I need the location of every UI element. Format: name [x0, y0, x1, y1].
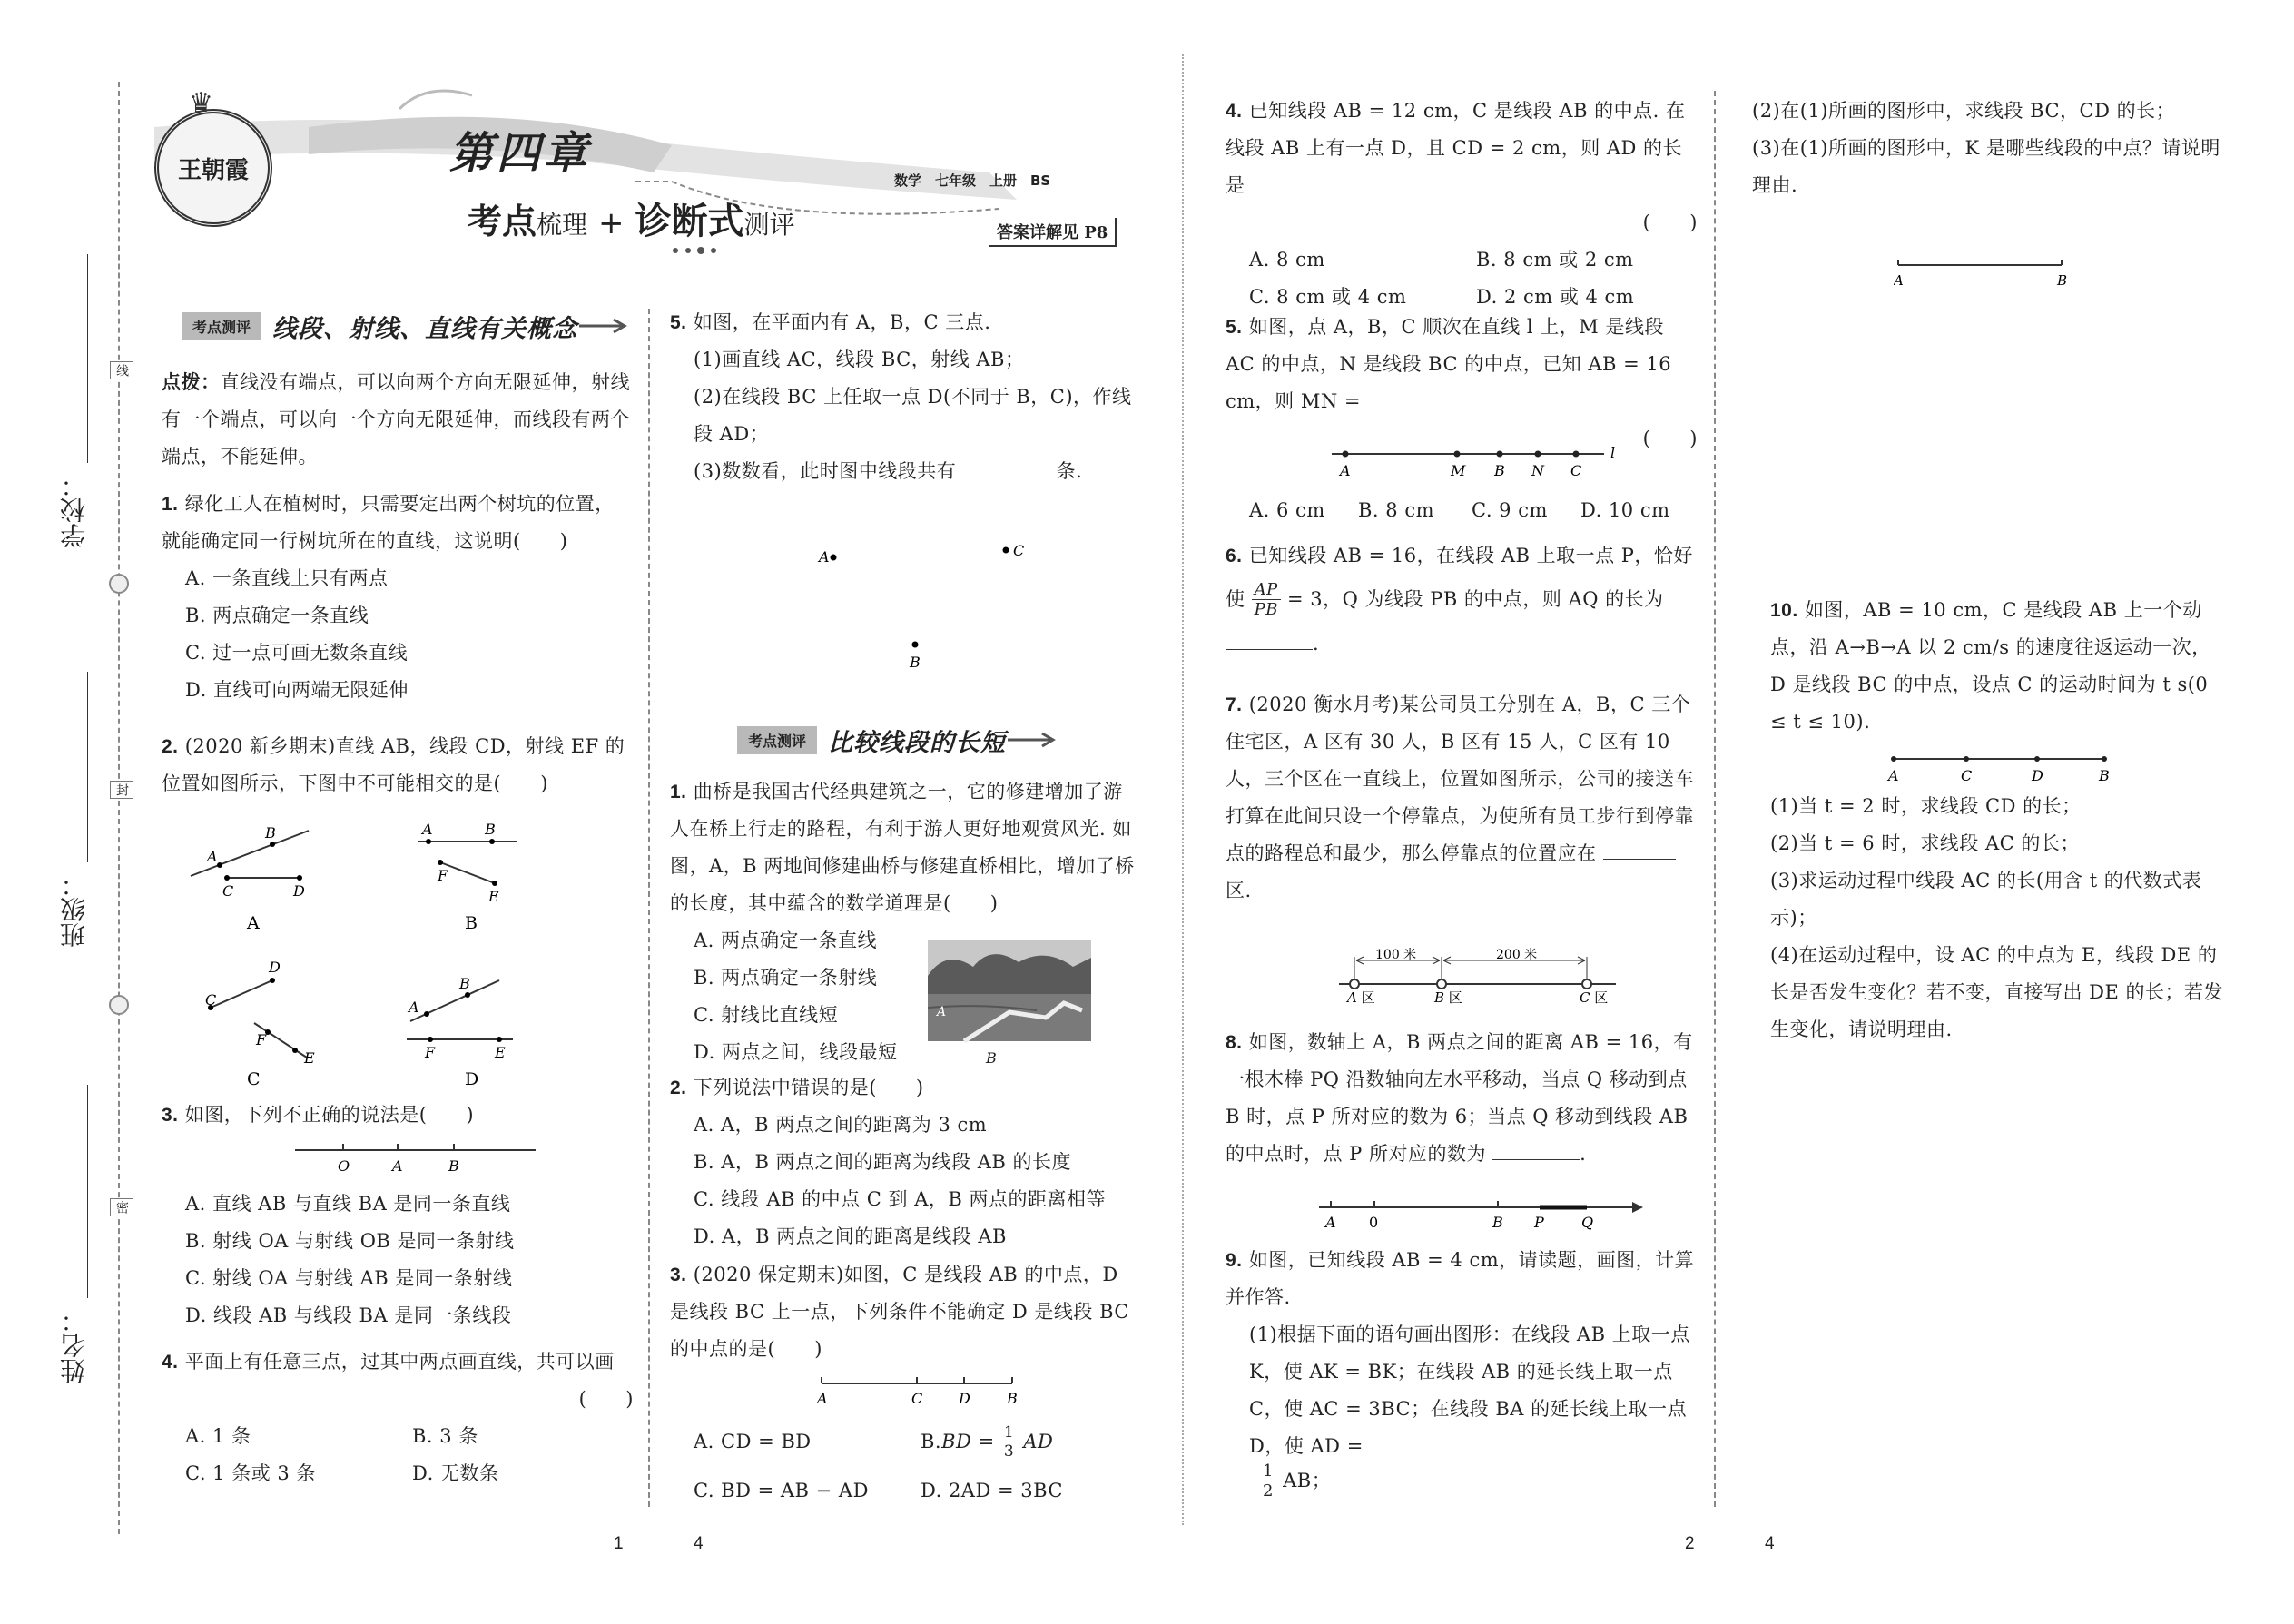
p-question-10 — [1770, 592, 2224, 741]
class-field — [87, 672, 88, 862]
p3-option-c[interactable]: C. BD = AB − AD — [694, 1480, 869, 1501]
q2-figures — [182, 812, 545, 1089]
svg-text:B: B — [1494, 462, 1505, 479]
p9-step1-end — [1260, 1462, 1331, 1501]
svg-text:A: A — [409, 999, 419, 1016]
p10-figure — [1883, 750, 2119, 790]
svg-text:C: C — [1013, 542, 1025, 559]
frac-half-top: 1 — [1260, 1462, 1276, 1481]
q1-option-c[interactable]: C. 过一点可画无数条直线 — [185, 642, 409, 664]
svg-text:A: A — [819, 548, 830, 566]
q4-paren: ( ) — [578, 1388, 634, 1410]
q4-stem: 平面上有任意三点，过其中两点画直线，共可以画 — [184, 1351, 615, 1373]
p6-frac-top: AP — [1252, 580, 1281, 600]
p8-number: 8. — [1226, 1032, 1243, 1053]
q2-stem: (2020 新乡期末)直线 AB，线段 CD，射线 EF 的位置如图所示，下图中不可能相交的是( ) — [162, 735, 625, 794]
subtitle-kaodian: 考点 — [468, 202, 537, 241]
p-question-7 — [1226, 686, 1698, 910]
p-question-3 — [670, 1256, 1142, 1368]
subtitle-shuli: 梳理 — [537, 210, 588, 240]
p1-option-a[interactable]: A. 两点确定一条直线 — [694, 930, 878, 951]
name-label: 姓名： — [59, 1307, 89, 1383]
p8-stem: 如图，数轴上 A，B 两点之间的距离 AB = 16，有一根木棒 PQ 沿数轴向左水平移动，当点 Q 移动到点 B 时，点 P 所对应的数为 6；当点 Q 移动到线段 AB 的中点时，点 P 所对应的数为 — [1226, 1031, 1693, 1165]
binding-hole-2 — [109, 995, 129, 1015]
page-number-left-b: 4 — [694, 1534, 704, 1553]
svg-text:B: B — [2057, 272, 2068, 289]
q4-option-c[interactable]: C. 1 条或 3 条 — [185, 1462, 316, 1484]
p-question-4 — [1226, 93, 1698, 316]
svg-text:B: B — [986, 1049, 997, 1067]
column-divider-1 — [648, 309, 650, 1507]
section1-tag: 考点测评 — [182, 312, 261, 340]
frac-half-bottom: 2 — [1263, 1481, 1274, 1501]
question-2 — [162, 728, 634, 802]
p4-option-b[interactable]: B. 8 cm 或 2 cm — [1476, 249, 1634, 271]
q2-label-c[interactable]: C — [247, 1069, 261, 1089]
section2-tag: 考点测评 — [737, 726, 817, 754]
p5-options — [1249, 492, 1703, 529]
svg-text:Q: Q — [1581, 1214, 1594, 1231]
p6-frac-bottom: PB — [1254, 599, 1278, 619]
q2-number: 2. — [162, 736, 179, 757]
p9-stem: 如图，已知线段 AB = 4 cm，请读题，画图，计算并作答. — [1226, 1249, 1695, 1308]
p9-step1-tail: AB； — [1283, 1470, 1332, 1491]
svg-text:E: E — [495, 1044, 506, 1061]
svg-text:C: C — [222, 882, 234, 900]
svg-text:A: A — [1894, 272, 1904, 289]
arrow-icon — [1006, 731, 1060, 749]
q3-option-d[interactable]: D. 线段 AB 与线段 BA 是同一条线段 — [185, 1304, 512, 1326]
q5-stem: 如图，在平面内有 A，B，C 三点. — [693, 311, 991, 333]
svg-text:B: B — [485, 821, 496, 838]
seal-mark-line: 线 — [110, 361, 133, 379]
p10-number: 10. — [1770, 600, 1798, 621]
bridge-photo — [928, 940, 1091, 1085]
p6-stem-2b: = 3，Q 为线段 PB 的中点，则 AQ 的长为 — [1287, 587, 1664, 610]
q4-number: 4. — [162, 1352, 179, 1373]
p7-number: 7. — [1226, 694, 1243, 715]
section1-header — [182, 308, 632, 344]
p-question-8: 8. 如图，数轴上 A，B 两点之间的距离 AB = 16，有一根木棒 PQ 沿数轴向左水平移动，当点 Q 移动到点 B 时，点 P 所对应的数为 6；当点 Q 移动到线段 AB 的中点时，点 P 所对应的数为 . — [1226, 1031, 1693, 1165]
p2-option-d[interactable]: D. A，B 两点之间的距离是线段 AB — [694, 1225, 1007, 1247]
p4-stem: 已知线段 AB = 12 cm，C 是线段 AB 的中点. 在线段 AB 上有一点 D，且 CD = 2 cm，则 AD 的长是 — [1226, 100, 1686, 196]
tip-block — [162, 363, 634, 476]
p6-stem: 已知线段 AB = 16，在线段 AB 上取一点 P，恰好 — [1248, 545, 1693, 566]
svg-text:B 区: B 区 — [1434, 989, 1462, 1004]
q4-option-b[interactable]: B. 3 条 — [412, 1425, 478, 1447]
arrow-icon — [577, 317, 632, 335]
p10-step4: (4)在运动过程中，设 AC 的中点为 E，线段 DE 的长是否发生变化？若不变，直接写出 DE 的长；若发生变化，请说明理由. — [1770, 944, 2224, 1040]
p3-number: 3. — [670, 1265, 687, 1285]
p9-step2: (2)在(1)所画的图形中，求线段 BC，CD 的长； — [1752, 100, 2176, 122]
p2-option-a[interactable]: A. A，B 两点之间的距离为 3 cm — [694, 1114, 988, 1136]
p10-step1: (1)当 t = 2 时，求线段 CD 的长； — [1770, 795, 2082, 817]
p1-stem: 曲桥是我国古代经典建筑之一，它的修建增加了游人在桥上行走的路程，有利于游人更好地观赏风光. 如图，A，B 两地间修建曲桥与修建直桥相比，增加了桥的长度，其中蕴含的数学道理是( ) — [670, 781, 1135, 914]
q2-label-d[interactable]: D — [465, 1069, 479, 1089]
p1-option-b[interactable]: B. 两点确定一条射线 — [694, 967, 878, 989]
p2-number: 2. — [670, 1078, 687, 1098]
p-question-2 — [670, 1069, 1160, 1255]
chapter-title: 第四章 — [449, 128, 592, 179]
p1-option-c[interactable]: C. 射线比直线短 — [694, 1004, 839, 1026]
svg-text:0: 0 — [1369, 1214, 1379, 1231]
school-label: 学校： — [59, 472, 89, 548]
p4-option-a[interactable]: A. 8 cm — [1249, 249, 1325, 271]
p7-answer-blank[interactable] — [1603, 859, 1676, 860]
p8-answer-blank[interactable] — [1492, 1159, 1580, 1160]
q3-option-a[interactable]: A. 直线 AB 与直线 BA 是同一条直线 — [185, 1193, 511, 1215]
p6-stem-2a: 使 — [1226, 587, 1245, 610]
svg-text:B: B — [910, 654, 921, 671]
school-field — [87, 254, 88, 463]
svg-text:A 区: A 区 — [1347, 989, 1375, 1004]
q3-option-b[interactable]: B. 射线 OA 与射线 OB 是同一条射线 — [185, 1230, 515, 1252]
q3-number: 3. — [162, 1105, 179, 1126]
tip-label: 点拨： — [162, 370, 221, 393]
svg-text:E: E — [488, 888, 499, 905]
q1-option-b[interactable]: B. 两点确定一条直线 — [185, 605, 369, 626]
p5-option-d[interactable]: D. 10 cm — [1580, 499, 1670, 521]
p7-dist1: 100 米 — [1375, 948, 1417, 962]
svg-text:A: A — [392, 1157, 403, 1175]
q2-label-a[interactable]: A — [247, 913, 260, 933]
p3-option-d[interactable]: D. 2AD = 3BC — [921, 1480, 1063, 1501]
p10-step3: (3)求运动过程中线段 AC 的长(用含 t 的代数式表示)； — [1770, 870, 2202, 929]
q5-step2: (2)在线段 BC 上任取一点 D(不同于 B，C)，作线段 AD； — [694, 386, 1132, 445]
q3-figure — [290, 1137, 545, 1182]
q1-option-a[interactable]: A. 一条直线上只有两点 — [185, 567, 389, 589]
p5-stem: 如图，点 A，B，C 顺次在直线 l 上，M 是线段 AC 的中点，N 是线段 BC 的中点，已知 AB = 16 cm，则 MN = — [1226, 316, 1672, 412]
p5-figure — [1327, 443, 1627, 488]
class-label: 班级： — [59, 871, 89, 948]
svg-text:D: D — [293, 882, 305, 900]
p10-steps — [1770, 788, 2224, 1048]
p3-options-row2 — [694, 1472, 1166, 1510]
question-1 — [162, 486, 634, 709]
p4-number: 4. — [1226, 101, 1243, 122]
p6-answer-blank[interactable] — [1226, 624, 1313, 650]
name-field — [87, 1085, 88, 1298]
seal-mark-secret: 密 — [110, 1198, 133, 1216]
svg-text:A: A — [817, 1390, 828, 1407]
p7-stem: (2020 衡水月考)某公司员工分别在 A，B，C 三个住宅区，A 区有 30 人，B 区有 15 人，C 区有 10 人，三个区在一直线上，位置如图所示，公司的接送车打算在此间只设一个停靠点，为使所有员工步行到停靠点的路程总和最少，那么停靠点的位置应在 — [1226, 694, 1694, 864]
p10-stem: 如图，AB = 10 cm，C 是线段 AB 上一个动点，沿 A→B→A 以 2 cm/s 的速度往返运动一次，D 是线段 BC 的中点，设点 C 的运动时间为 t s(0 ≤ t ≤ 10). — [1770, 599, 2211, 733]
svg-text:A: A — [1888, 767, 1899, 784]
question-5 — [670, 304, 1142, 490]
svg-text:F: F — [256, 1031, 267, 1048]
q5-step1: (1)画直线 AC，线段 BC，射线 AB； — [694, 349, 1025, 370]
subtitle-ceping: 测评 — [743, 210, 795, 240]
answer-ref: 答案详解见 P8 — [989, 218, 1117, 247]
column-divider-2 — [1714, 91, 1716, 1507]
brand-logo — [154, 109, 272, 227]
brand-logo-text: 王朝霞 — [177, 156, 249, 184]
section1-title: 线段、射线、直线有关概念 — [272, 314, 578, 343]
svg-text:C: C — [911, 1390, 923, 1407]
p4-paren: ( ) — [1642, 212, 1698, 233]
q1-stem: 绿化工人在植树时，只需要定出两个树坑的位置，就能确定同一行树坑所在的直线，这说明( ) — [162, 493, 615, 552]
p4-option-c[interactable]: C. 8 cm 或 4 cm — [1249, 286, 1407, 308]
subtitle-plus: + — [598, 205, 625, 241]
svg-text:D: D — [2032, 767, 2043, 784]
p9-step1: (1)根据下面的语句画出图形：在线段 AB 上取一点 K，使 AK = BK；在线段 AB 的延长线上取一点 C，使 AC = 3BC；在线段 BA 的延长线上取一点 D，使 AD = — [1249, 1324, 1690, 1457]
svg-text:B: B — [448, 1157, 459, 1175]
svg-text:B: B — [1492, 1214, 1503, 1231]
svg-text:B: B — [2099, 767, 2110, 784]
svg-text:D: D — [959, 1390, 970, 1407]
p3-figure — [817, 1373, 1026, 1418]
p9-number: 9. — [1226, 1250, 1243, 1271]
svg-text:A: A — [1340, 462, 1351, 479]
section2-title: 比较线段的长短 — [828, 728, 1007, 757]
q3-stem: 如图，下列不正确的说法是( ) — [184, 1104, 475, 1126]
svg-text:O: O — [338, 1157, 350, 1175]
p9-continued — [1752, 93, 2224, 204]
p5-number: 5. — [1226, 317, 1243, 338]
p7-dist2: 200 米 — [1496, 948, 1538, 962]
svg-text:P: P — [1534, 1214, 1544, 1231]
p7-tail: 区. — [1226, 880, 1252, 901]
p7-figure — [1334, 948, 1634, 1004]
p3-option-b[interactable]: B. BD = 1 3 AD — [921, 1423, 1054, 1461]
book-meta: 数学 七年级 上册 BS — [894, 172, 1051, 189]
q4-option-a[interactable]: A. 1 条 — [185, 1425, 251, 1447]
binding-hole-1 — [109, 574, 129, 594]
p2-option-c[interactable]: C. 线段 AB 的中点 C 到 A，B 两点的距离相等 — [694, 1188, 1106, 1210]
q1-number: 1. — [162, 494, 179, 515]
p10-step2: (2)当 t = 6 时，求线段 AC 的长； — [1770, 832, 2080, 854]
svg-text:M: M — [1451, 462, 1466, 479]
p9-figure — [1894, 256, 2075, 292]
section2-header — [737, 722, 1060, 758]
q3-options — [185, 1186, 639, 1334]
binding-line — [118, 82, 120, 1534]
p4-option-d[interactable]: D. 2 cm 或 4 cm — [1476, 286, 1635, 308]
question-4 — [162, 1343, 634, 1492]
page-number-right-a: 2 — [1685, 1534, 1695, 1553]
svg-text:F: F — [425, 1044, 436, 1061]
p9-step3: (3)在(1)所画的图形中，K 是哪些线段的中点？请说明理由. — [1752, 137, 2220, 196]
crown-icon: ♛ — [189, 87, 213, 119]
tip-text: 直线没有端点，可以向两个方向无限延伸，射线有一个端点，可以向一个方向无限延伸，而线段有两个端点，不能延伸。 — [162, 371, 630, 468]
svg-text:E: E — [304, 1049, 315, 1067]
p3-option-a[interactable]: A. CD = BD — [694, 1431, 812, 1452]
svg-text:D: D — [269, 959, 281, 976]
p1-option-d[interactable]: D. 两点之间，线段最短 — [694, 1041, 898, 1063]
seal-mark-seal: 封 — [110, 781, 133, 799]
q3-option-c[interactable]: C. 射线 OA 与射线 AB 是同一条射线 — [185, 1267, 513, 1289]
q5-figure — [808, 536, 1044, 681]
p5-option-c[interactable]: C. 9 cm — [1472, 499, 1548, 521]
subtitle-zhenduanshi: 诊断式 — [635, 201, 744, 242]
svg-text:A: A — [1325, 1214, 1336, 1231]
p3-options-row1 — [694, 1423, 1166, 1461]
svg-text:B: B — [459, 975, 470, 992]
q4-option-d[interactable]: D. 无数条 — [412, 1462, 499, 1484]
p5-paren: ( ) — [1642, 428, 1698, 449]
svg-text:B: B — [1007, 1390, 1018, 1407]
center-fold — [1182, 54, 1184, 1525]
svg-text:l: l — [1610, 444, 1616, 461]
q5-step3: (3)数数看，此时图中线段共有 — [694, 460, 957, 482]
q1-option-d[interactable]: D. 直线可向两端无限延伸 — [185, 679, 409, 701]
page-number-left-a: 1 — [614, 1534, 624, 1553]
svg-text:A: A — [937, 1005, 947, 1019]
question-3 — [162, 1097, 634, 1134]
svg-text:B: B — [265, 824, 276, 842]
p3-stem: (2020 保定期末)如图，C 是线段 AB 的中点，D 是线段 BC 上一点，下列条件不能确定 D 是线段 BC 的中点的是( ) — [670, 1264, 1129, 1360]
p2-option-b[interactable]: B. A，B 两点之间的距离为线段 AB 的长度 — [694, 1151, 1072, 1173]
q5-step3-tail: 条. — [1056, 460, 1083, 482]
p2-stem: 下列说法中错误的是( ) — [693, 1077, 924, 1098]
p5-option-b[interactable]: B. 8 cm — [1358, 499, 1434, 521]
svg-text:C 区: C 区 — [1580, 989, 1609, 1004]
p1-number: 1. — [670, 782, 687, 802]
svg-text:A: A — [422, 821, 433, 838]
svg-text:A: A — [207, 848, 218, 865]
frac-third-bottom: 3 — [1003, 1442, 1015, 1461]
p5-option-a[interactable]: A. 6 cm — [1249, 499, 1325, 521]
p-question-6: 6. 已知线段 AB = 16，在线段 AB 上取一点 P，恰好 使 $\frac{AP}{PB}$ = 3，Q 为线段 PB 的中点，则 AQ 的长为 . — [1226, 545, 1693, 655]
frac-third-top: 1 — [1001, 1423, 1017, 1442]
p6-number: 6. — [1226, 546, 1243, 566]
svg-text:N: N — [1531, 462, 1544, 479]
svg-text:C: C — [205, 991, 217, 1009]
page-number-right-b: 4 — [1765, 1534, 1775, 1553]
q5-number: 5. — [670, 312, 687, 333]
p8-number-line — [1314, 1196, 1659, 1238]
svg-text:F: F — [438, 867, 448, 884]
subtitle — [468, 192, 795, 244]
svg-text:C: C — [1961, 767, 1973, 784]
p-question-5 — [1226, 309, 1698, 458]
p-question-9 — [1226, 1242, 1698, 1465]
q2-label-b[interactable]: B — [465, 913, 478, 933]
svg-text:C: C — [1570, 462, 1582, 479]
